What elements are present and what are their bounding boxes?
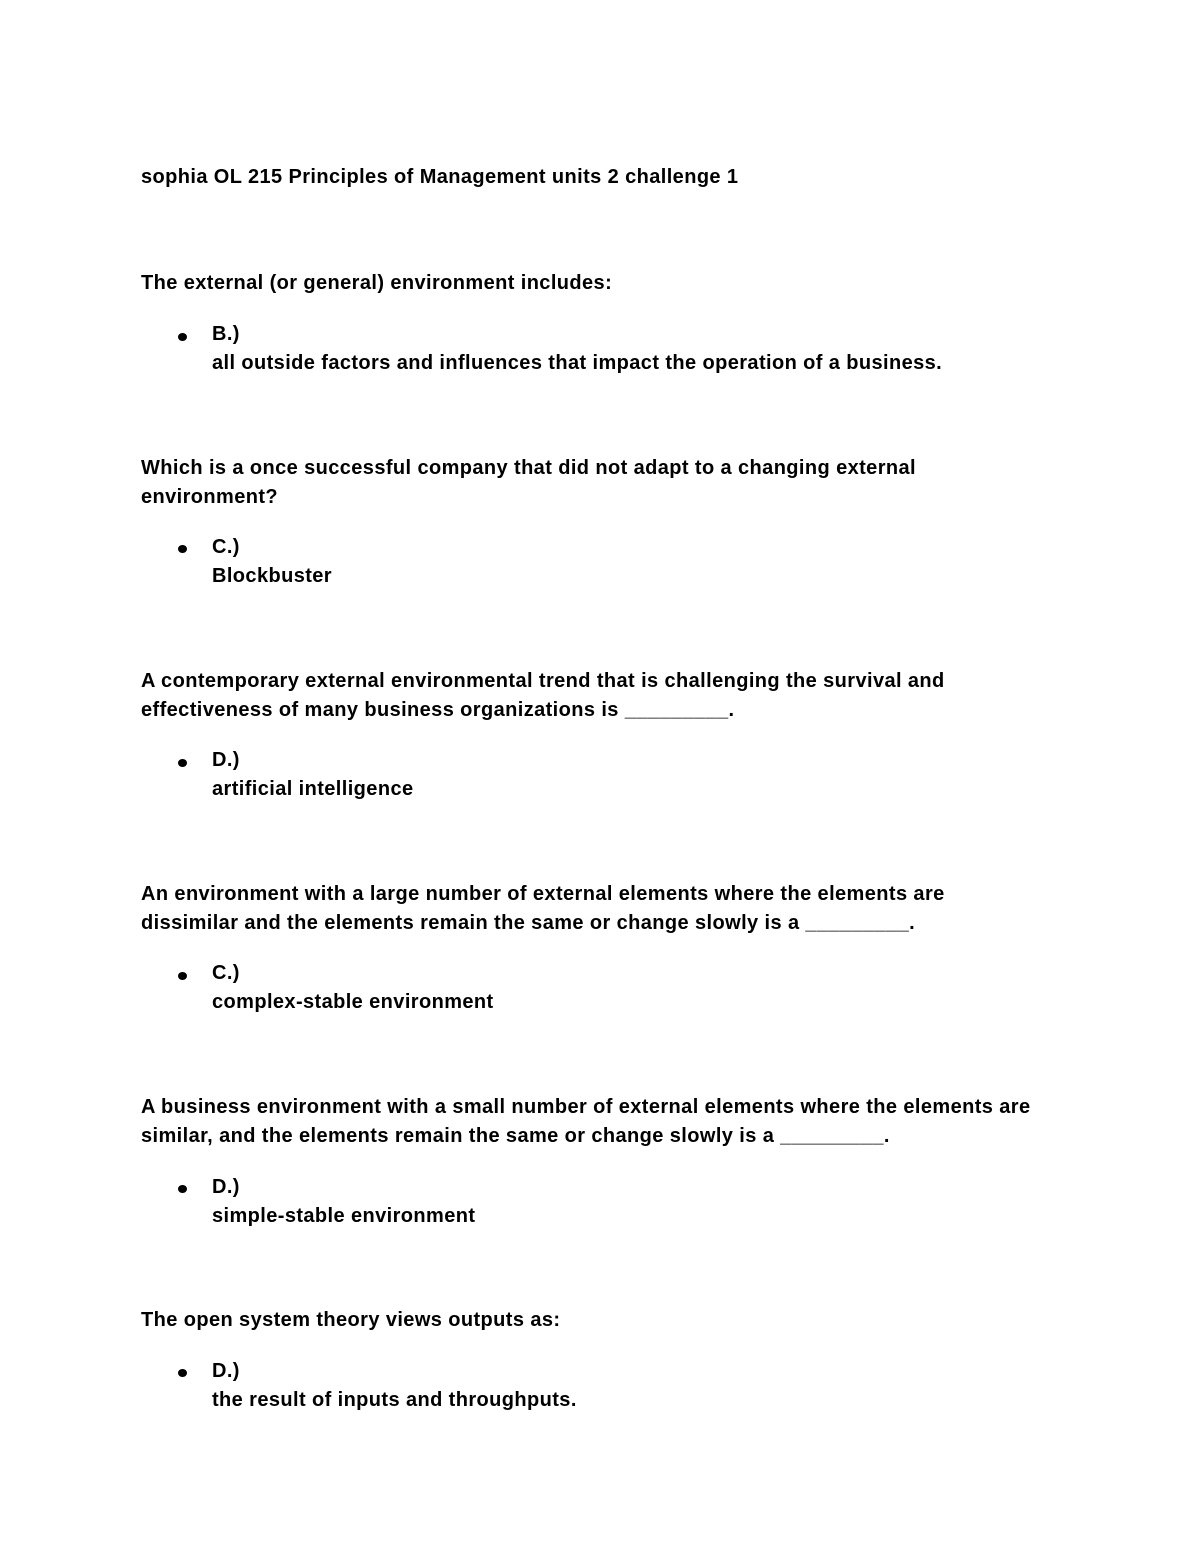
answer-letter: D.)	[212, 1176, 240, 1198]
answer-option	[212, 1173, 1112, 1230]
bullet-icon	[178, 1185, 187, 1193]
answer-text: all outside factors and influences that impact the operation of a business.	[212, 351, 943, 374]
answer-text: Blockbuster	[212, 564, 332, 587]
answer-text: the result of inputs and throughputs.	[212, 1388, 577, 1411]
answer-text: artificial intelligence	[212, 777, 414, 800]
answer-letter: C.)	[212, 962, 240, 984]
question-prompt: An environment with a large number of external elements where the elements are dissimilar and the elements remain the same or change slowly is a _________.	[141, 883, 945, 934]
question-prompt: Which is a once successful company that did not adapt to a changing external environment?	[141, 457, 916, 508]
bullet-icon	[178, 972, 187, 980]
question-prompt: A contemporary external environmental trend that is challenging the survival and effectiveness of many business organizations is _________.	[141, 670, 945, 721]
answer-text: complex-stable environment	[212, 990, 494, 1013]
answer-option	[212, 746, 1112, 803]
answer-option	[212, 320, 1112, 377]
question-prompt: The open system theory views outputs as:	[141, 1309, 561, 1331]
bullet-icon	[178, 1369, 187, 1377]
answer-letter: D.)	[212, 749, 240, 771]
bullet-icon	[178, 759, 187, 767]
answer-option	[212, 533, 1112, 590]
bullet-icon	[178, 545, 187, 553]
answer-letter: C.)	[212, 536, 240, 558]
answer-option	[212, 959, 1112, 1016]
question-prompt: A business environment with a small number of external elements where the elements are similar, and the elements remain the same or change slowly is a _________.	[141, 1096, 1031, 1147]
answer-text: simple-stable environment	[212, 1204, 476, 1227]
answer-option	[212, 1357, 1112, 1414]
answer-letter: B.)	[212, 323, 240, 345]
answer-letter: D.)	[212, 1360, 240, 1382]
bullet-icon	[178, 333, 187, 341]
question-prompt: The external (or general) environment includes:	[141, 272, 613, 294]
document-title: sophia OL 215 Principles of Management units 2 challenge 1	[141, 166, 739, 188]
